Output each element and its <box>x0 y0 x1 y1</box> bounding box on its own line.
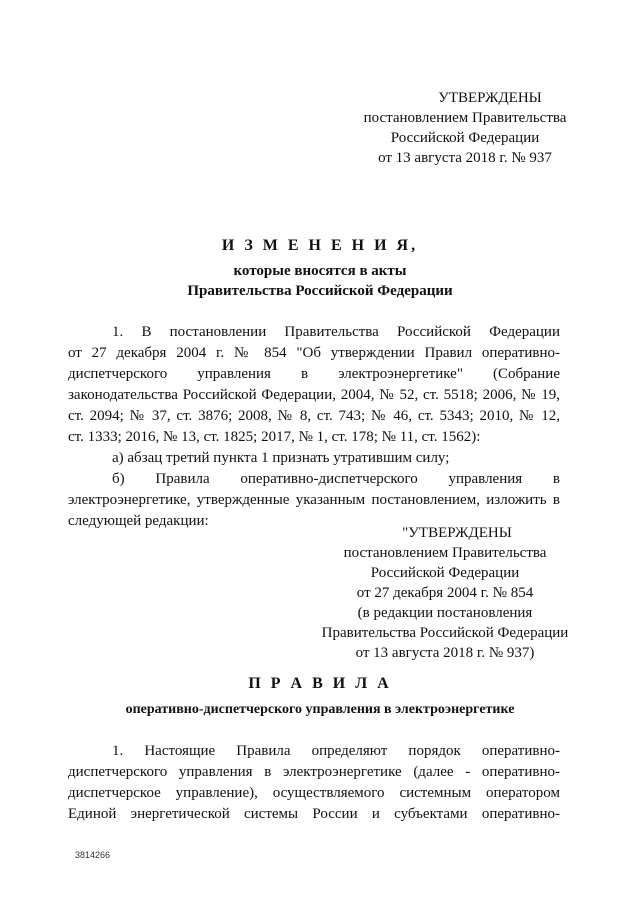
paragraph-line: электроэнергетике, утвержденные указанным постановлением, изложить в <box>68 492 560 508</box>
document-number: 3814266 <box>75 850 111 860</box>
paragraph-line: диспетчерского управления в электроэнергетике" (Собрание <box>68 366 560 382</box>
paragraph-1 <box>68 322 560 448</box>
approval-line: Правительства Российской Федерации <box>321 625 569 641</box>
approval-block-inner <box>300 523 590 663</box>
paragraph-line: б) Правила оперативно-диспетчерского управления в <box>112 471 560 487</box>
approval-line: от 13 августа 2018 г. № 937) <box>355 645 535 661</box>
paragraph-a <box>68 448 560 469</box>
rules-subtitle: оперативно-диспетчерского управления в электроэнергетике <box>125 702 515 717</box>
approval-line: постановлением Правительства <box>343 545 547 561</box>
paragraph-line: а) абзац третий пункта 1 признать утратившим силу; <box>112 450 450 466</box>
paragraph-line: законодательства Российской Федерации, 2004, № 52, ст. 5518; 2006, № 19, <box>68 387 560 403</box>
approval-line: Российской Федерации <box>390 130 540 146</box>
paragraph-line: диспетчерское управление), осуществляемого системным оператором <box>68 785 560 801</box>
paragraph-line: следующей редакции: <box>68 513 209 529</box>
paragraph-line: диспетчерского управления в электроэнергетике (далее - оперативно- <box>68 764 560 780</box>
changes-subtitle-line: Правительства Российской Федерации <box>187 283 453 299</box>
approval-line: от 13 августа 2018 г. № 937 <box>378 150 552 166</box>
paragraph-line: 1. Настоящие Правила определяют порядок оперативно- <box>112 743 560 759</box>
approval-line: "УТВЕРЖДЕНЫ <box>402 525 512 541</box>
approval-block <box>320 88 610 168</box>
paragraph-line: от 27 декабря 2004 г. № 854 "Об утверждении Правил оперативно- <box>68 345 560 361</box>
paragraph-line: ст. 1333; 2016, № 13, ст. 1825; 2017, № 1, ст. 178; № 11, ст. 1562): <box>68 429 481 445</box>
rules-title: П Р А В И Л А <box>248 675 392 692</box>
approval-line: Российской Федерации <box>370 565 520 581</box>
approval-line: постановлением Правительства <box>363 110 567 126</box>
changes-title: И З М Е Н Е Н И Я, <box>221 237 419 254</box>
changes-subtitle-line: которые вносятся в акты <box>233 263 407 279</box>
rules-paragraph-1 <box>68 741 560 825</box>
paragraph-line: ст. 2094; № 37, ст. 3876; 2008, № 8, ст. 743; № 46, ст. 5343; 2010, № 12, <box>68 408 560 424</box>
paragraph-line: Единой энергетической системы России и субъектами оперативно- <box>68 806 560 822</box>
approval-line: (в редакции постановления <box>357 605 533 621</box>
approval-line: от 27 декабря 2004 г. № 854 <box>356 585 534 601</box>
paragraph-line: 1. В постановлении Правительства Российской Федерации <box>112 324 560 340</box>
approval-line: УТВЕРЖДЕНЫ <box>438 90 542 106</box>
